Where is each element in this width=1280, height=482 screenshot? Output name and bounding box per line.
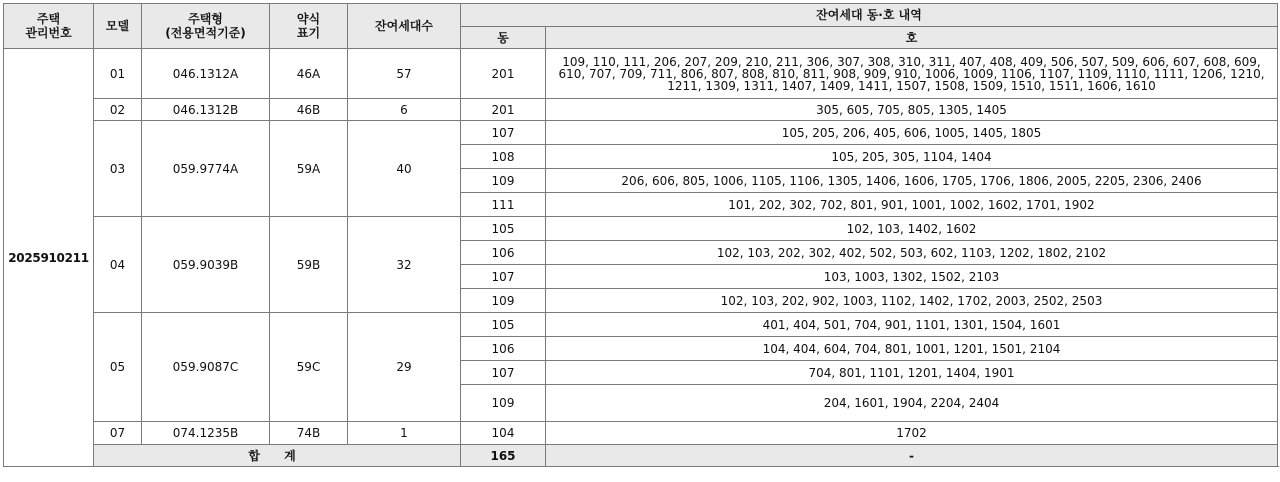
model-cell: 07 bbox=[94, 422, 142, 445]
ho-cell: 102, 103, 202, 302, 402, 502, 503, 602, 1103, 1202, 1802, 2102 bbox=[546, 241, 1278, 265]
ho-cell: 704, 801, 1101, 1201, 1404, 1901 bbox=[546, 361, 1278, 385]
model-cell: 03 bbox=[94, 121, 142, 217]
housing-type-cell: 059.9774A bbox=[142, 121, 270, 217]
remaining-cell: 29 bbox=[348, 313, 461, 422]
housing-type-cell: 059.9039B bbox=[142, 217, 270, 313]
dong-cell: 201 bbox=[461, 99, 546, 121]
remaining-cell: 1 bbox=[348, 422, 461, 445]
dong-cell: 201 bbox=[461, 49, 546, 99]
table-row bbox=[4, 422, 1278, 445]
total-row bbox=[4, 445, 1278, 467]
ho-cell: 204, 1601, 1904, 2204, 2404 bbox=[546, 385, 1278, 422]
ho-cell: 102, 103, 202, 902, 1003, 1102, 1402, 1702, 2003, 2502, 2503 bbox=[546, 289, 1278, 313]
dong-cell: 106 bbox=[461, 337, 546, 361]
table-row bbox=[4, 49, 1278, 99]
dong-cell: 107 bbox=[461, 361, 546, 385]
dong-cell: 105 bbox=[461, 217, 546, 241]
dong-cell: 106 bbox=[461, 241, 546, 265]
remaining-units-table bbox=[3, 3, 1278, 467]
dong-cell: 109 bbox=[461, 169, 546, 193]
total-label: 합 계 bbox=[94, 445, 461, 467]
housing-type-cell: 074.1235B bbox=[142, 422, 270, 445]
remaining-cell: 57 bbox=[348, 49, 461, 99]
ho-cell: 104, 404, 604, 704, 801, 1001, 1201, 1501, 2104 bbox=[546, 337, 1278, 361]
mgmt-number-cell: 2025910211 bbox=[4, 49, 94, 467]
total-value: 165 bbox=[461, 445, 546, 467]
table-row bbox=[4, 99, 1278, 121]
model-cell: 05 bbox=[94, 313, 142, 422]
ho-cell: 206, 606, 805, 1006, 1105, 1106, 1305, 1406, 1606, 1705, 1706, 1806, 2005, 2205, 2306, 2406 bbox=[546, 169, 1278, 193]
dong-cell: 107 bbox=[461, 121, 546, 145]
ho-cell: 102, 103, 1402, 1602 bbox=[546, 217, 1278, 241]
ho-cell: 103, 1003, 1302, 1502, 2103 bbox=[546, 265, 1278, 289]
header-dong: 동 bbox=[461, 27, 546, 49]
dong-cell: 104 bbox=[461, 422, 546, 445]
abbr-cell: 74B bbox=[270, 422, 348, 445]
remaining-cell: 32 bbox=[348, 217, 461, 313]
housing-type-cell: 059.9087C bbox=[142, 313, 270, 422]
model-cell: 04 bbox=[94, 217, 142, 313]
housing-type-cell: 046.1312A bbox=[142, 49, 270, 99]
header-detail: 잔여세대 동·호 내역 bbox=[461, 4, 1278, 27]
remaining-cell: 6 bbox=[348, 99, 461, 121]
dong-cell: 108 bbox=[461, 145, 546, 169]
dong-cell: 109 bbox=[461, 385, 546, 422]
header-abbr: 약식 표기 bbox=[270, 4, 348, 49]
remaining-cell: 40 bbox=[348, 121, 461, 217]
abbr-cell: 46A bbox=[270, 49, 348, 99]
abbr-cell: 59B bbox=[270, 217, 348, 313]
table-row bbox=[4, 217, 1278, 241]
ho-cell: 401, 404, 501, 704, 901, 1101, 1301, 1504, 1601 bbox=[546, 313, 1278, 337]
dong-cell: 111 bbox=[461, 193, 546, 217]
ho-cell: 101, 202, 302, 702, 801, 901, 1001, 1002, 1602, 1701, 1902 bbox=[546, 193, 1278, 217]
dong-cell: 107 bbox=[461, 265, 546, 289]
header-ho: 호 bbox=[546, 27, 1278, 49]
table-row bbox=[4, 313, 1278, 337]
housing-type-cell: 046.1312B bbox=[142, 99, 270, 121]
abbr-cell: 46B bbox=[270, 99, 348, 121]
header-housing-type: 주택형 (전용면적기준) bbox=[142, 4, 270, 49]
header-row bbox=[4, 4, 1278, 27]
ho-cell: 1702 bbox=[546, 422, 1278, 445]
ho-cell: 109, 110, 111, 206, 207, 209, 210, 211, 306, 307, 308, 310, 311, 407, 408, 409, 506, 507, 509, 606, 607, 608, 609, 610, 707, 709, 711, 806, 807, 808, 810, 811, 908, 909, 910, 1006, 1009, 1106, 1107, 1109, 1110, 1111, 1206, 1210, 1211, 1309, 1311, 1407, 1409, 1411, 1507, 1508, 1509, 1510, 1511, 1606, 1610 bbox=[546, 49, 1278, 99]
ho-cell: 105, 205, 305, 1104, 1404 bbox=[546, 145, 1278, 169]
header-model: 모델 bbox=[94, 4, 142, 49]
dong-cell: 105 bbox=[461, 313, 546, 337]
abbr-cell: 59C bbox=[270, 313, 348, 422]
header-mgmt-no: 주택 관리번호 bbox=[4, 4, 94, 49]
table-row bbox=[4, 121, 1278, 145]
dong-cell: 109 bbox=[461, 289, 546, 313]
abbr-cell: 59A bbox=[270, 121, 348, 217]
ho-cell: 305, 605, 705, 805, 1305, 1405 bbox=[546, 99, 1278, 121]
ho-cell: 105, 205, 206, 405, 606, 1005, 1405, 1805 bbox=[546, 121, 1278, 145]
total-detail: - bbox=[546, 445, 1278, 467]
model-cell: 02 bbox=[94, 99, 142, 121]
header-remaining: 잔여세대수 bbox=[348, 4, 461, 49]
model-cell: 01 bbox=[94, 49, 142, 99]
